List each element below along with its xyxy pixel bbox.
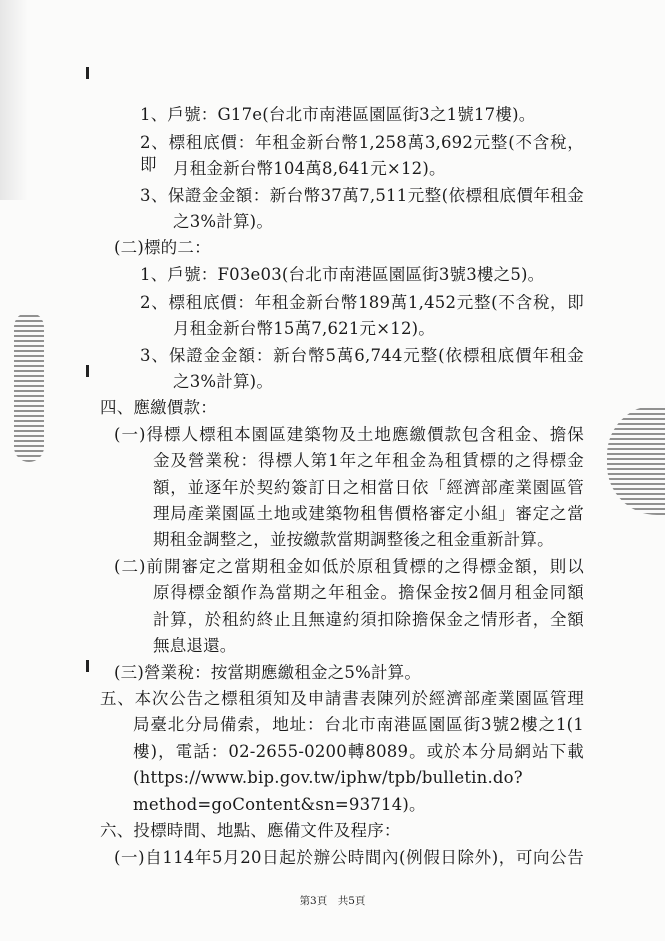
text-line: 1、戶號：F03e03(台北市南港區園區街3號3樓之5)。 bbox=[140, 265, 545, 284]
section-heading: 四、應繳價款： bbox=[100, 398, 217, 417]
text-line: 之3%計算)。 bbox=[173, 372, 274, 391]
right-stamp-seal bbox=[607, 405, 665, 515]
text-line: 3、保證金金額：新台幣5萬6,744元整(依標租底價年租金 bbox=[140, 346, 584, 365]
text-line: 原得標金額作為當期之年租金。擔保金按2個月租金同額 bbox=[153, 583, 584, 602]
text-line: 理局產業園區土地或建築物租售價格審定小組」審定之當 bbox=[153, 504, 584, 523]
section-heading: (二)標的二： bbox=[114, 238, 211, 257]
text-line: 金及營業稅：得標人第1年之年租金為租賃標的之得標金 bbox=[153, 451, 584, 470]
text-line: 局臺北分局備索，地址：台北市南港區園區街3號2樓之1(1 bbox=[133, 715, 584, 734]
binding-mark bbox=[86, 365, 89, 377]
scan-edge-shadow bbox=[0, 0, 28, 200]
page-number: 第3頁 共5頁 bbox=[299, 895, 366, 907]
text-line: (一)自114年5月20日起於辦公時間內(例假日除外)，可向公告 bbox=[114, 848, 584, 867]
url-line: (https://www.bip.gov.tw/iphw/tpb/bulletin.do? bbox=[133, 768, 523, 787]
text-line: 五、本次公告之標租須知及申請書表陳列於經濟部產業園區管理 bbox=[100, 689, 584, 708]
text-line: 額，並逐年於契約簽訂日之相當日依「經濟部產業園區管 bbox=[153, 478, 584, 497]
text-line: (一)得標人標租本園區建築物及土地應繳價款包含租金、擔保 bbox=[114, 425, 584, 444]
text-line: 2、標租底價：年租金新台幣1,258萬3,692元整(不含稅，即 bbox=[140, 133, 584, 174]
url-line: method=goContent&sn=93714)。 bbox=[133, 795, 426, 814]
left-stamp-seal bbox=[14, 312, 44, 462]
text-line: (三)營業稅：按當期應繳租金之5%計算。 bbox=[114, 663, 422, 682]
text-line: 之3%計算)。 bbox=[173, 212, 274, 231]
text-line: 樓)，電話：02-2655-0200轉8089。或於本分局網站下載 bbox=[133, 742, 584, 761]
text-line: 月租金新台幣104萬8,641元×12)。 bbox=[173, 159, 446, 178]
text-line: 期租金調整之，並按繳款當期調整後之租金重新計算。 bbox=[153, 530, 554, 549]
text-line: 月租金新台幣15萬7,621元×12)。 bbox=[173, 319, 435, 338]
text-line: 1、戶號：G17e(台北市南港區園區街3之1號17樓)。 bbox=[140, 105, 536, 124]
text-line: 2、標租底價：年租金新台幣189萬1,452元整(不含稅，即 bbox=[140, 293, 584, 312]
text-line: 計算，於租約終止且無違約須扣除擔保金之情形者，全額 bbox=[153, 610, 584, 629]
text-line: 無息退還。 bbox=[153, 636, 237, 655]
binding-mark bbox=[86, 660, 89, 672]
section-heading: 六、投標時間、地點、應備文件及程序： bbox=[100, 821, 401, 840]
text-line: 3、保證金金額：新台幣37萬7,511元整(依標租底價年租金 bbox=[140, 186, 584, 205]
binding-mark bbox=[86, 67, 89, 79]
text-line: (二)前開審定之當期租金如低於原租賃標的之得標金額，則以 bbox=[114, 557, 584, 576]
